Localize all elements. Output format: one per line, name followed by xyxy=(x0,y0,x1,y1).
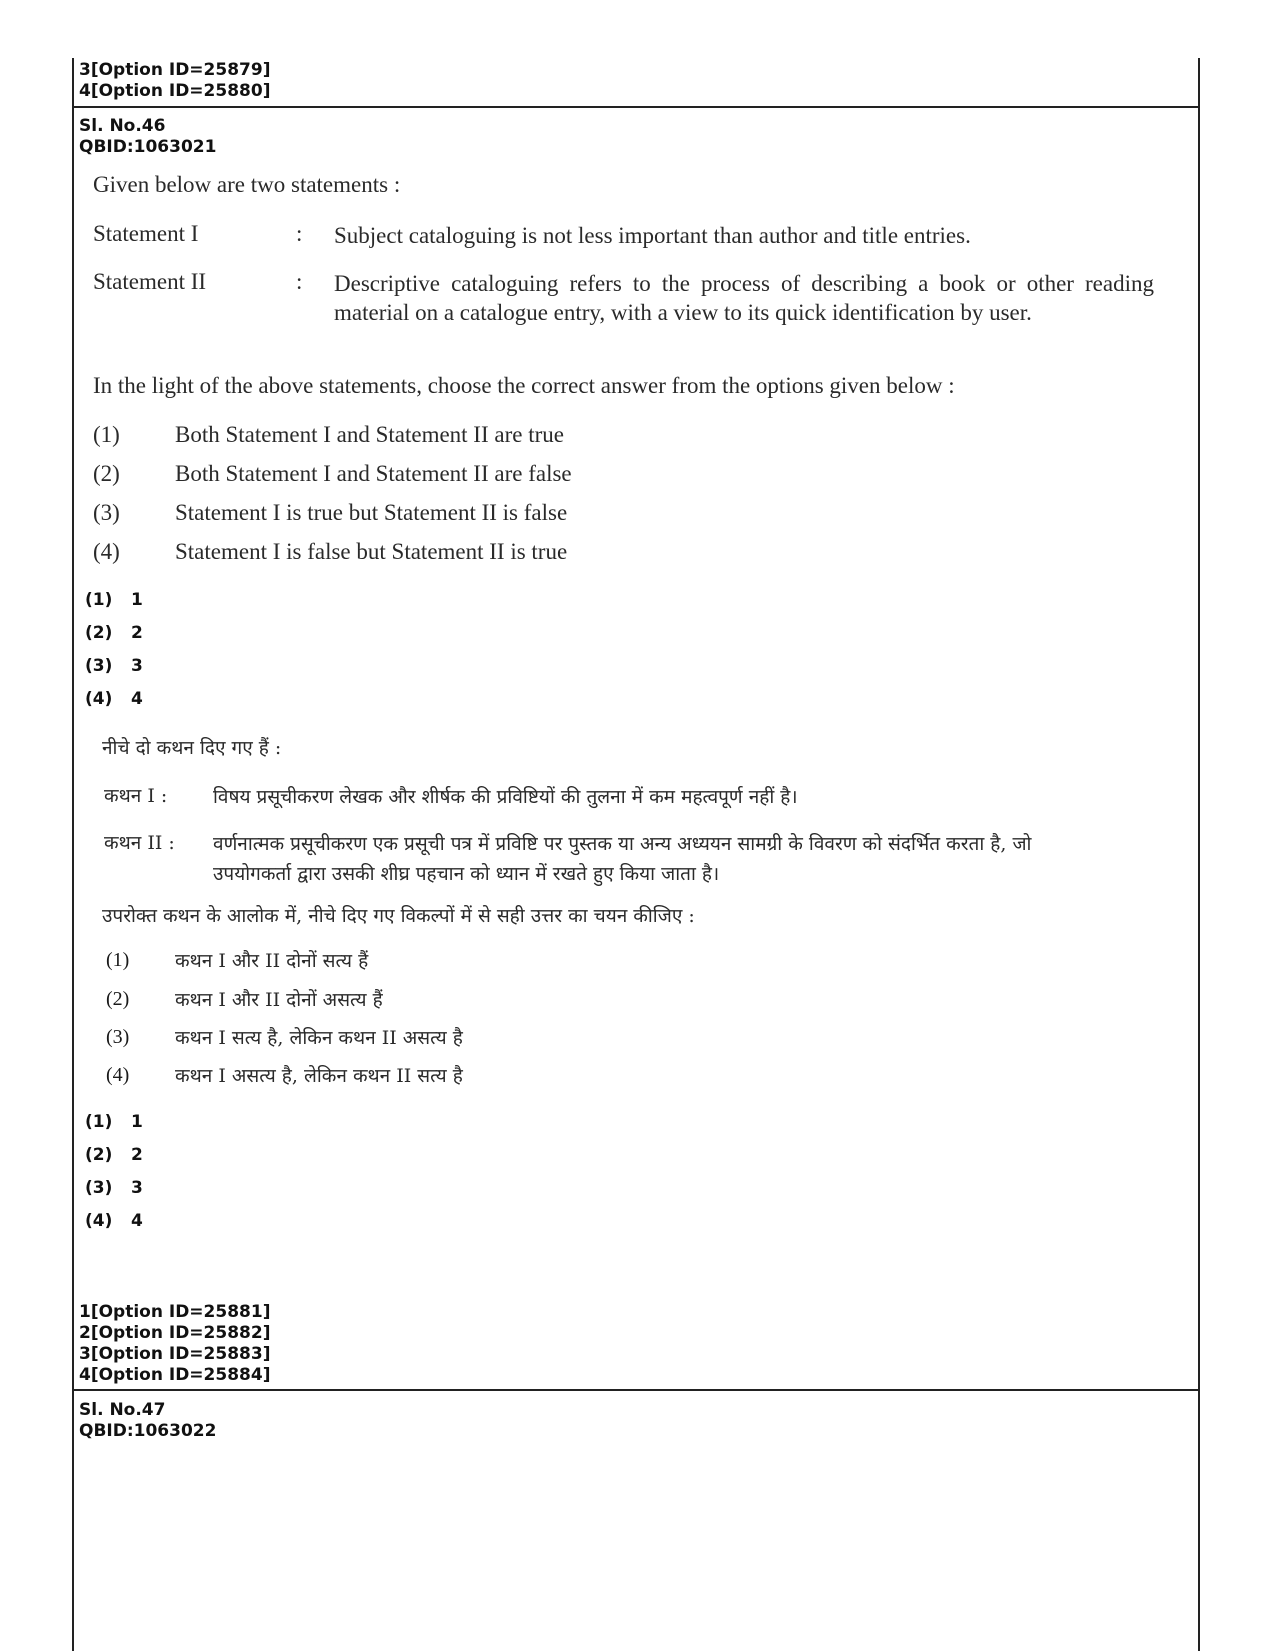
answer-number: (4) xyxy=(85,1211,113,1231)
divider xyxy=(72,106,1200,108)
answer-choice[interactable] xyxy=(85,1112,143,1132)
option-text-hindi: कथन I और II दोनों असत्य हैं xyxy=(175,989,383,1011)
option-text: Both Statement I and Statement II are true xyxy=(175,422,564,447)
option-ids xyxy=(79,1302,270,1386)
option-text-hindi: कथन I और II दोनों सत्य हैं xyxy=(175,950,369,972)
question-header xyxy=(79,116,216,158)
answer-number: (2) xyxy=(85,1145,113,1165)
qbid: QBID:1063022 xyxy=(79,1421,217,1441)
option-id: 4[Option ID=25884] xyxy=(79,1365,271,1385)
answer-value: 3 xyxy=(131,656,143,676)
question-intro-hindi: नीचे दो कथन दिए गए हैं : xyxy=(102,737,282,759)
statement-label-hindi: कथन II : xyxy=(104,832,175,854)
serial-number: Sl. No.47 xyxy=(79,1400,166,1420)
option-number: (2) xyxy=(106,988,130,1010)
question-header xyxy=(79,1400,216,1442)
answer-value: 3 xyxy=(131,1178,143,1198)
option-number: (1) xyxy=(106,949,130,971)
option-id: 4[Option ID=25880] xyxy=(79,81,271,101)
question-prompt-hindi: उपरोक्त कथन के आलोक में, नीचे दिए गए विकल्पों में से सही उत्तर का चयन कीजिए : xyxy=(102,905,695,927)
statement-colon: : xyxy=(296,269,303,294)
option-number: (1) xyxy=(93,422,120,447)
answer-value: 2 xyxy=(131,623,143,643)
option-number: (2) xyxy=(93,461,120,486)
previous-option-ids xyxy=(79,60,270,102)
answer-number: (1) xyxy=(85,1112,113,1132)
answer-value: 1 xyxy=(131,590,143,610)
option-id: 2[Option ID=25882] xyxy=(79,1323,271,1343)
statement-label-hindi: कथन I : xyxy=(104,785,168,807)
answer-value: 4 xyxy=(131,689,143,709)
answer-choice[interactable] xyxy=(85,1145,143,1165)
serial-number: Sl. No.46 xyxy=(79,116,166,136)
option-number: (4) xyxy=(93,539,120,564)
answer-number: (3) xyxy=(85,656,113,676)
option-number: (4) xyxy=(106,1064,130,1086)
option-number: (3) xyxy=(106,1026,130,1048)
statement-text-hindi: विषय प्रसूचीकरण लेखक और शीर्षक की प्रविष्टियों की तुलना में कम महत्वपूर्ण नहीं है। xyxy=(213,786,798,808)
answer-value: 2 xyxy=(131,1145,143,1165)
statement-text: Descriptive cataloguing refers to the process of describing a book or other reading material on a catalogue entry, with a view to its quick identification by user. xyxy=(334,271,1154,325)
answer-number: (2) xyxy=(85,623,113,643)
statement-label: Statement I xyxy=(93,221,199,246)
statement-label: Statement II xyxy=(93,269,207,294)
answer-choice[interactable] xyxy=(85,590,143,610)
divider xyxy=(72,1389,1200,1391)
option-text-hindi: कथन I सत्य है, लेकिन कथन II असत्य है xyxy=(175,1027,463,1049)
qbid: QBID:1063021 xyxy=(79,137,217,157)
answer-choice[interactable] xyxy=(85,1178,143,1198)
option-id: 1[Option ID=25881] xyxy=(79,1302,271,1322)
option-text-hindi: कथन I असत्य है, लेकिन कथन II सत्य है xyxy=(175,1065,463,1087)
option-text: Both Statement I and Statement II are false xyxy=(175,461,572,486)
answer-choice[interactable] xyxy=(85,623,143,643)
answer-choice[interactable] xyxy=(85,656,143,676)
answer-number: (1) xyxy=(85,590,113,610)
statement-colon: : xyxy=(296,221,303,246)
option-text: Statement I is true but Statement II is false xyxy=(175,500,568,525)
statement-text-hindi: वर्णनात्मक प्रसूचीकरण एक प्रसूची पत्र में प्रविष्टि पर पुस्तक या अन्य अध्ययन सामग्री के विवरण को संदर्भित करता है, जो उपयोगकर्ता द्वारा उसकी शीघ्र पहचान को ध्यान में रखते हुए किया जाता है। xyxy=(213,833,1032,885)
option-id: 3[Option ID=25879] xyxy=(79,60,271,80)
answer-value: 4 xyxy=(131,1211,143,1231)
option-id: 3[Option ID=25883] xyxy=(79,1344,271,1364)
answer-choice[interactable] xyxy=(85,689,143,709)
statement-text: Subject cataloguing is not less important than author and title entries. xyxy=(334,223,971,248)
answer-number: (4) xyxy=(85,689,113,709)
answer-value: 1 xyxy=(131,1112,143,1132)
option-number: (3) xyxy=(93,500,120,525)
answer-number: (3) xyxy=(85,1178,113,1198)
answer-choice[interactable] xyxy=(85,1211,143,1231)
option-text: Statement I is false but Statement II is true xyxy=(175,539,568,564)
question-prompt: In the light of the above statements, choose the correct answer from the options given below : xyxy=(93,373,955,398)
question-intro: Given below are two statements : xyxy=(93,172,401,197)
